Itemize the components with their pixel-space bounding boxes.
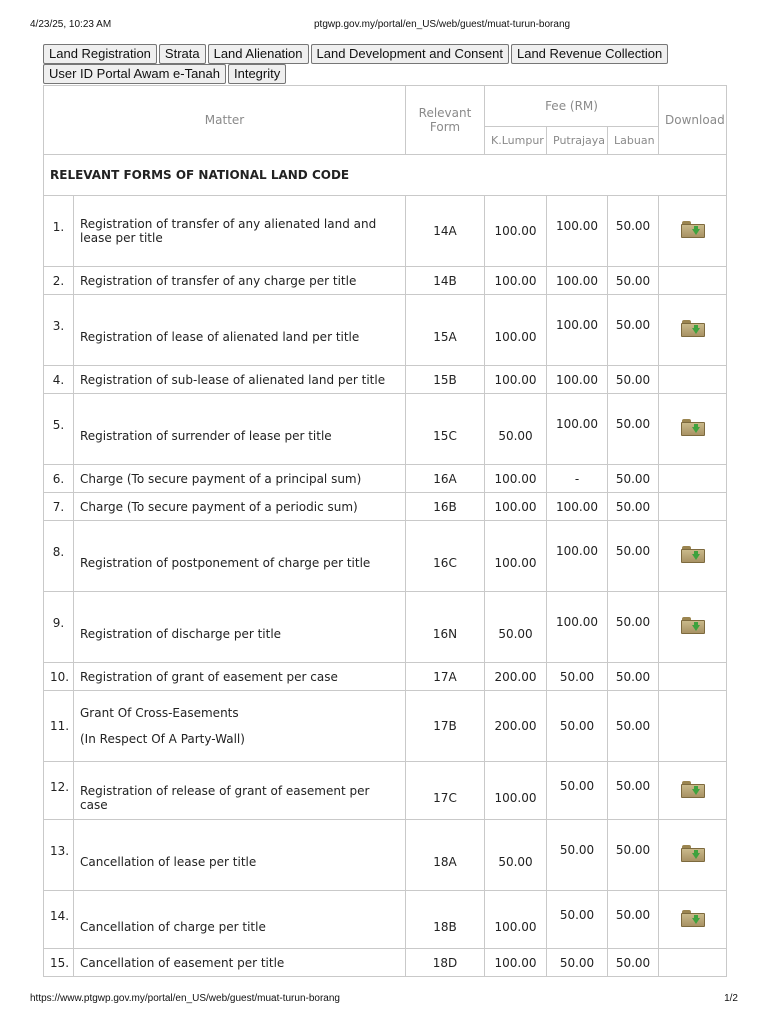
fee-putrajaya: 50.00 [547, 949, 608, 977]
matter-text: Cancellation of lease per title [80, 855, 257, 869]
tab-strata[interactable]: Strata [159, 44, 206, 64]
download-folder-icon[interactable] [681, 419, 705, 436]
print-footer [30, 993, 738, 1007]
fee-kl: 100.00 [485, 366, 547, 394]
download-cell [659, 949, 727, 977]
tab-land-development[interactable]: Land Development and Consent [311, 44, 509, 64]
print-url: ptgwp.gov.my/portal/en_US/web/guest/muat-turun-borang [314, 19, 571, 30]
relevant-form: 15C [406, 394, 485, 465]
row-number: 12. [44, 762, 74, 820]
fee-labuan: 50.00 [608, 663, 659, 691]
tab-integrity[interactable]: Integrity [228, 64, 286, 84]
download-cell [659, 891, 727, 949]
fee-labuan: 50.00 [608, 267, 659, 295]
row-number: 5. [44, 394, 74, 465]
relevant-form: 15B [406, 366, 485, 394]
download-cell [659, 762, 727, 820]
row-number: 6. [44, 465, 74, 493]
table-row [44, 267, 727, 295]
header-kl: K.Lumpur [485, 127, 547, 155]
matter-text: Registration of postponement of charge per title [80, 556, 371, 570]
relevant-form: 18A [406, 820, 485, 891]
fee-labuan: 50.00 [608, 521, 659, 592]
relevant-form: 17A [406, 663, 485, 691]
download-cell [659, 465, 727, 493]
matter-text: Registration of surrender of lease per title [80, 429, 332, 443]
header-fee: Fee (RM) [485, 86, 659, 127]
table-row [44, 820, 727, 891]
section-title: RELEVANT FORMS OF NATIONAL LAND CODE [44, 155, 727, 196]
relevant-form: 16B [406, 493, 485, 521]
matter-cell [74, 949, 406, 977]
relevant-form: 16C [406, 521, 485, 592]
matter-cell [74, 663, 406, 691]
matter-text: Registration of discharge per title [80, 627, 282, 641]
row-number: 11. [44, 691, 74, 762]
download-cell [659, 196, 727, 267]
fee-putrajaya: 100.00 [547, 196, 608, 267]
footer-url: https://www.ptgwp.gov.my/portal/en_US/web/guest/muat-turun-borang [30, 993, 340, 1004]
download-cell [659, 295, 727, 366]
fee-putrajaya: 50.00 [547, 691, 608, 762]
fee-labuan: 50.00 [608, 691, 659, 762]
header-download: Download [659, 86, 727, 155]
tab-user-id-portal[interactable]: User ID Portal Awam e-Tanah [43, 64, 226, 84]
download-cell [659, 663, 727, 691]
row-number: 10. [44, 663, 74, 691]
fee-kl: 100.00 [485, 493, 547, 521]
matter-cell [74, 521, 406, 592]
fee-labuan: 50.00 [608, 295, 659, 366]
matter-text-line2: (In Respect Of A Party-Wall) [80, 732, 245, 746]
fee-kl: 50.00 [485, 592, 547, 663]
page-number: 1/2 [724, 993, 738, 1004]
fee-putrajaya: 100.00 [547, 366, 608, 394]
fee-putrajaya: 100.00 [547, 493, 608, 521]
download-cell [659, 691, 727, 762]
table-row [44, 493, 727, 521]
matter-text: Charge (To secure payment of a principal sum) [80, 471, 362, 486]
fee-kl: 200.00 [485, 663, 547, 691]
row-number: 4. [44, 366, 74, 394]
fee-kl: 100.00 [485, 295, 547, 366]
row-number: 8. [44, 521, 74, 592]
relevant-form: 17C [406, 762, 485, 820]
relevant-form: 14B [406, 267, 485, 295]
matter-text: Registration of grant of easement per case [80, 669, 338, 684]
fee-labuan: 50.00 [608, 949, 659, 977]
fee-kl: 50.00 [485, 820, 547, 891]
fee-labuan: 50.00 [608, 592, 659, 663]
fee-labuan: 50.00 [608, 196, 659, 267]
row-number: 9. [44, 592, 74, 663]
row-number: 15. [44, 949, 74, 977]
download-cell [659, 521, 727, 592]
fee-putrajaya: 50.00 [547, 891, 608, 949]
matter-cell [74, 592, 406, 663]
row-number: 2. [44, 267, 74, 295]
download-folder-icon[interactable] [681, 910, 705, 927]
fee-putrajaya: 100.00 [547, 295, 608, 366]
relevant-form: 16A [406, 465, 485, 493]
table-row [44, 196, 727, 267]
fee-labuan: 50.00 [608, 762, 659, 820]
matter-text: Registration of transfer of any charge per title [80, 273, 357, 288]
print-header [30, 19, 738, 33]
fee-kl: 100.00 [485, 762, 547, 820]
download-cell [659, 267, 727, 295]
fees-table [43, 85, 727, 977]
matter-text: Cancellation of charge per title [80, 919, 266, 934]
table-row [44, 521, 727, 592]
matter-cell [74, 394, 406, 465]
tab-land-alienation[interactable]: Land Alienation [208, 44, 309, 64]
fee-putrajaya: 100.00 [547, 267, 608, 295]
relevant-form: 14A [406, 196, 485, 267]
fee-putrajaya: 50.00 [547, 762, 608, 820]
header-matter: Matter [44, 86, 406, 155]
matter-text: Cancellation of easement per title [80, 955, 285, 970]
fee-kl: 100.00 [485, 465, 547, 493]
matter-cell [74, 267, 406, 295]
fee-kl: 50.00 [485, 394, 547, 465]
matter-cell [74, 493, 406, 521]
table-row [44, 366, 727, 394]
table-row [44, 295, 727, 366]
relevant-form: 18B [406, 891, 485, 949]
table-row [44, 691, 727, 762]
relevant-form: 18D [406, 949, 485, 977]
fee-putrajaya: - [547, 465, 608, 493]
relevant-form: 17B [406, 691, 485, 762]
matter-cell [74, 196, 406, 267]
matter-text: Registration of release of grant of easement per case [80, 783, 370, 812]
header-labuan: Labuan [608, 127, 659, 155]
matter-cell [74, 465, 406, 493]
fee-labuan: 50.00 [608, 366, 659, 394]
table-row [44, 465, 727, 493]
row-number: 1. [44, 196, 74, 267]
fee-kl: 100.00 [485, 267, 547, 295]
fee-labuan: 50.00 [608, 493, 659, 521]
table-row [44, 394, 727, 465]
matter-text: Registration of lease of alienated land per title [80, 330, 360, 344]
header-relevant-form: Relevant Form [406, 86, 485, 155]
row-number: 3. [44, 295, 74, 366]
download-cell [659, 366, 727, 394]
download-cell [659, 394, 727, 465]
matter-cell [74, 762, 406, 820]
download-folder-icon[interactable] [681, 617, 705, 634]
fee-putrajaya: 100.00 [547, 521, 608, 592]
fee-putrajaya: 50.00 [547, 820, 608, 891]
matter-cell [74, 691, 406, 762]
tab-land-registration[interactable]: Land Registration [43, 44, 157, 64]
download-cell [659, 493, 727, 521]
fee-putrajaya: 100.00 [547, 592, 608, 663]
fee-labuan: 50.00 [608, 891, 659, 949]
row-number: 13. [44, 820, 74, 891]
matter-cell [74, 891, 406, 949]
table-row [44, 762, 727, 820]
category-tabs [43, 44, 683, 84]
table-row [44, 949, 727, 977]
tab-land-revenue[interactable]: Land Revenue Collection [511, 44, 668, 64]
print-datetime: 4/23/25, 10:23 AM [30, 19, 112, 30]
fee-kl: 100.00 [485, 521, 547, 592]
table-row [44, 663, 727, 691]
fee-kl: 100.00 [485, 891, 547, 949]
fee-labuan: 50.00 [608, 394, 659, 465]
matter-text: Registration of sub-lease of alienated land per title [80, 372, 386, 387]
header-putrajaya: Putrajaya [547, 127, 608, 155]
download-folder-icon[interactable] [681, 221, 705, 238]
row-number: 14. [44, 891, 74, 949]
fee-labuan: 50.00 [608, 465, 659, 493]
matter-text: Registration of transfer of any alienated land and lease per title [80, 217, 377, 245]
download-folder-icon[interactable] [681, 546, 705, 563]
fee-kl: 100.00 [485, 196, 547, 267]
fee-kl: 200.00 [485, 691, 547, 762]
matter-cell [74, 366, 406, 394]
matter-text: Charge (To secure payment of a periodic sum) [80, 499, 358, 514]
fee-kl: 100.00 [485, 949, 547, 977]
matter-cell [74, 295, 406, 366]
fee-putrajaya: 50.00 [547, 663, 608, 691]
download-folder-icon[interactable] [681, 320, 705, 337]
fee-labuan: 50.00 [608, 820, 659, 891]
table-row [44, 891, 727, 949]
matter-cell [74, 820, 406, 891]
download-cell [659, 820, 727, 891]
matter-text: Grant Of Cross-Easements [80, 706, 239, 720]
download-folder-icon[interactable] [681, 781, 705, 798]
download-folder-icon[interactable] [681, 845, 705, 862]
row-number: 7. [44, 493, 74, 521]
fee-putrajaya: 100.00 [547, 394, 608, 465]
download-cell [659, 592, 727, 663]
relevant-form: 16N [406, 592, 485, 663]
relevant-form: 15A [406, 295, 485, 366]
table-row [44, 592, 727, 663]
